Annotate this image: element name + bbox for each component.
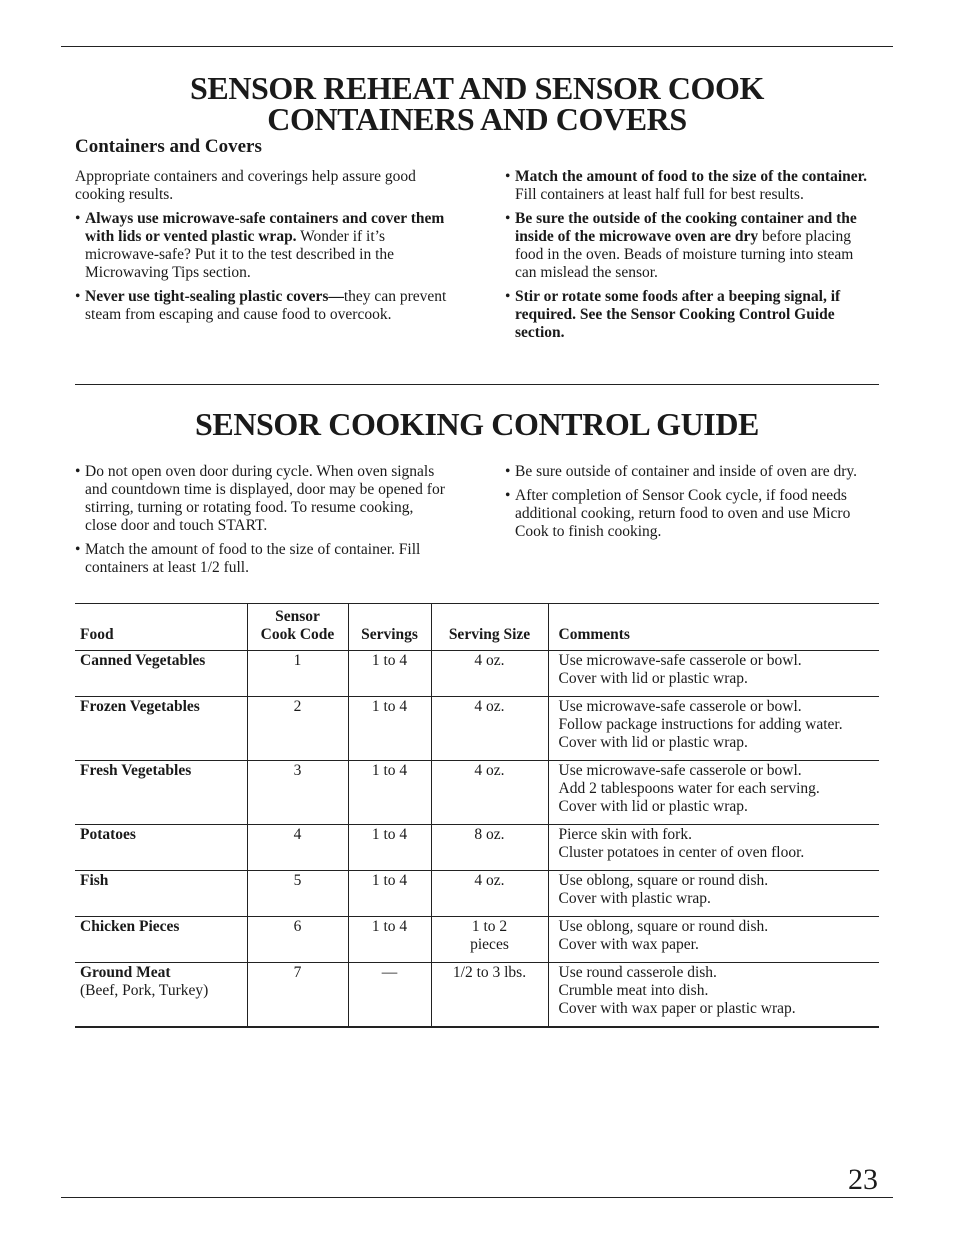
intro-paragraph: Appropriate containers and coverings help assure good cooking results.: [75, 168, 416, 203]
serving-size-cell: [431, 917, 548, 963]
comments-cell: [548, 871, 879, 917]
food-name: Chicken Pieces: [80, 918, 180, 935]
list-item: • Be sure outside of container and inside of oven are dry.: [505, 463, 858, 480]
top-rule: [61, 46, 893, 47]
comment-line: Follow package instructions for adding water.: [558, 716, 843, 733]
food-cell: [75, 697, 247, 761]
serving-size-line: pieces: [470, 936, 509, 953]
food-cell: [75, 825, 247, 871]
table-row: [75, 697, 879, 761]
serving-size-cell: 8 oz.: [431, 825, 548, 871]
food-cell: [75, 917, 247, 963]
table-row: [75, 825, 879, 871]
guide-left-column: [75, 463, 447, 583]
servings-cell: 1 to 4: [348, 697, 431, 761]
comment-line: Use microwave-safe casserole or bowl.: [558, 698, 802, 715]
comment-line: Cover with lid or plastic wrap.: [558, 798, 748, 815]
comment-line: Use oblong, square or round dish.: [558, 918, 769, 935]
table-row: [75, 651, 879, 697]
code-cell: 3: [247, 761, 348, 825]
page-title: [75, 70, 879, 137]
bullet-text: Be sure outside of container and inside of oven are dry.: [515, 463, 858, 480]
list-item: • After completion of Sensor Cook cycle, if food needs additional cooking, return food to oven and use Micro Cook to finish cooking.: [505, 487, 851, 540]
table-row: [75, 917, 879, 963]
code-cell: 4: [247, 825, 348, 871]
comment-line: Cluster potatoes in center of oven floor.: [558, 844, 805, 861]
comments-cell: [548, 761, 879, 825]
serving-size-line: 1 to 2: [471, 918, 508, 935]
servings-cell: 1 to 4: [348, 917, 431, 963]
serving-size-cell: 4 oz.: [431, 761, 548, 825]
comment-line: Use microwave-safe casserole or bowl.: [558, 762, 802, 779]
bullet-text: Do not open oven door during cycle. When oven signals and countdown time is displayed, door may be opened for stirring, turning or rotating food. To resume cooking, close door and touch START.: [85, 463, 445, 534]
food-cell: [75, 871, 247, 917]
comment-line: Use round casserole dish.: [558, 964, 717, 981]
guide-title: SENSOR COOKING CONTROL GUIDE: [194, 406, 760, 442]
servings-cell: 1 to 4: [348, 761, 431, 825]
food-cell: [75, 963, 247, 1028]
list-item: • Do not open oven door during cycle. When oven signals and countdown time is displayed, door may be opened for stirring, turning or rotating food. To resume cooking, close door and touch START.: [75, 463, 445, 534]
sensor-cooking-table: [75, 603, 879, 1028]
food-note: (Beef, Pork, Turkey): [80, 982, 209, 999]
list-item: • Be sure the outside of the cooking container and the inside of the microwave oven are dry before placing food in the oven. Beads of moisture turning into steam can mislead the sensor.: [505, 210, 857, 281]
title-line-2: CONTAINERS AND COVERS: [267, 101, 687, 137]
code-cell: 5: [247, 871, 348, 917]
bullet-text: Match the amount of food to the size of container. Fill containers at least 1/2 full.: [85, 541, 421, 576]
servings-cell: —: [348, 963, 431, 1028]
list-item: • Match the amount of food to the size of container. Fill containers at least 1/2 full.: [75, 541, 421, 576]
header-code-line-2: Cook Code: [260, 626, 335, 643]
food-name: Fresh Vegetables: [80, 762, 192, 779]
comment-line: Use microwave-safe casserole or bowl.: [558, 652, 802, 669]
section-subheading: Containers and Covers: [75, 136, 262, 157]
bullet-bold-text: Always use microwave-safe containers and cover them with lids or vented plastic wrap.: [85, 210, 445, 245]
food-name: Ground Meat: [80, 964, 171, 981]
section-divider: [75, 384, 879, 385]
header-code-line-1: Sensor: [275, 608, 320, 625]
page-number: 23: [848, 1163, 878, 1196]
serving-size-cell: 1/2 to 3 lbs.: [431, 963, 548, 1028]
comment-line: Pierce skin with fork.: [558, 826, 692, 843]
bottom-rule: [61, 1197, 893, 1198]
food-cell: [75, 761, 247, 825]
bullet-bold-text: Match the amount of food to the size of the container.: [515, 168, 868, 185]
guide-right-column: [505, 463, 875, 547]
comments-cell: [548, 697, 879, 761]
food-name: Potatoes: [80, 826, 136, 843]
header-servings: Servings: [348, 604, 431, 651]
comment-line: Cover with wax paper or plastic wrap.: [558, 1000, 796, 1017]
food-name: Frozen Vegetables: [80, 698, 200, 715]
list-item: • Match the amount of food to the size of the container. Fill containers at least half full for best results.: [505, 168, 868, 203]
bullet-text: Wonder if it’s microwave-safe? Put it to the test described in the Microwaving Tips section.: [85, 228, 395, 281]
comment-line: Cover with lid or plastic wrap.: [558, 734, 748, 751]
table-row: [75, 871, 879, 917]
list-item: • Never use tight-sealing plastic covers—they can prevent steam from escaping and cause food to overcook.: [75, 288, 447, 323]
bullet-text: After completion of Sensor Cook cycle, if food needs additional cooking, return food to oven and use Micro Cook to finish cooking.: [515, 487, 851, 540]
comments-cell: [548, 651, 879, 697]
header-serving-size: Serving Size: [431, 604, 548, 651]
header-food: Food: [75, 604, 247, 651]
comment-line: Cover with plastic wrap.: [558, 890, 711, 907]
table-row: [75, 963, 879, 1028]
code-cell: 7: [247, 963, 348, 1028]
servings-cell: 1 to 4: [348, 825, 431, 871]
servings-cell: 1 to 4: [348, 651, 431, 697]
food-name: Canned Vegetables: [80, 652, 206, 669]
comment-line: Use oblong, square or round dish.: [558, 872, 769, 889]
code-cell: 2: [247, 697, 348, 761]
code-cell: 1: [247, 651, 348, 697]
code-cell: 6: [247, 917, 348, 963]
serving-size-cell: 4 oz.: [431, 871, 548, 917]
title-line-1: SENSOR REHEAT AND SENSOR COOK: [189, 70, 765, 106]
serving-size-cell: 4 oz.: [431, 651, 548, 697]
food-name: Fish: [80, 872, 109, 889]
comment-line: Add 2 tablespoons water for each serving.: [558, 780, 820, 797]
bullet-text: Fill containers at least half full for best results.: [515, 186, 804, 203]
header-sensor-cook-code: [247, 604, 348, 651]
containers-right-column: [505, 168, 875, 348]
list-item: • Stir or rotate some foods after a beeping signal, if required. See the Sensor Cooking Control Guide section.: [505, 288, 841, 341]
list-item: • Always use microwave-safe containers and cover them with lids or vented plastic wrap. Wonder if it’s microwave-safe? Put it to the test described in the Microwaving Tips section.: [75, 210, 445, 281]
food-cell: [75, 651, 247, 697]
bullet-text: they can prevent steam from escaping and cause food to overcook.: [85, 288, 447, 323]
comment-line: Cover with lid or plastic wrap.: [558, 670, 748, 687]
comment-line: Crumble meat into dish.: [558, 982, 709, 999]
bullet-bold-text: Be sure the outside of the cooking container and the inside of the microwave oven are dry: [515, 210, 857, 245]
header-comments: Comments: [548, 604, 879, 651]
comments-cell: [548, 963, 879, 1028]
servings-cell: 1 to 4: [348, 871, 431, 917]
table-header-row: [75, 604, 879, 651]
comments-cell: [548, 917, 879, 963]
comments-cell: [548, 825, 879, 871]
bullet-bold-text: Stir or rotate some foods after a beeping signal, if required. See the Sensor Cooking Control Guide section.: [515, 288, 841, 341]
comment-line: Cover with wax paper.: [558, 936, 699, 953]
serving-size-cell: 4 oz.: [431, 697, 548, 761]
bullet-bold-text: Never use tight-sealing plastic covers—: [85, 288, 344, 305]
containers-left-column: [75, 168, 447, 330]
table-row: [75, 761, 879, 825]
bullet-text: before placing food in the oven. Beads of moisture turning into steam can mislead the sensor.: [515, 228, 854, 281]
